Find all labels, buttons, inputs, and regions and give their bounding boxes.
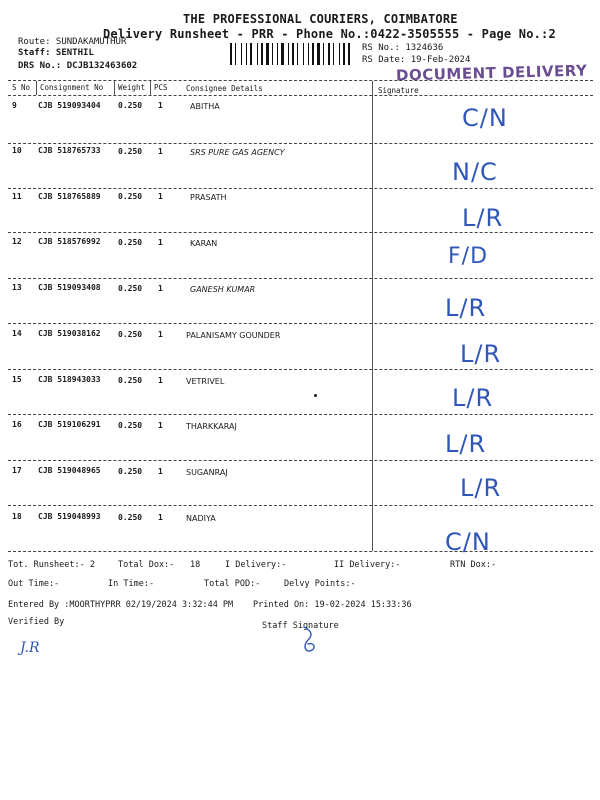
- handwritten-status: C/N: [462, 104, 508, 132]
- row-consignee: PRASATH: [190, 193, 227, 202]
- row-sno: 17: [12, 466, 22, 475]
- row-separator: [8, 278, 593, 279]
- barcode-bar: [230, 43, 232, 65]
- barcode-image: [230, 43, 358, 65]
- barcode-bar: [248, 43, 249, 65]
- barcode-bar: [243, 43, 245, 65]
- row-consignee: SRS PURE GAS AGENCY: [190, 148, 285, 157]
- row-consignment: CJB 519048993: [38, 512, 101, 521]
- row-sno: 9: [12, 101, 17, 110]
- col-consignee: Consignee Details: [186, 84, 263, 93]
- row-consignment: CJB 519038162: [38, 329, 101, 338]
- staff-label: Staff: SENTHIL: [18, 48, 94, 58]
- barcode-bar: [274, 43, 276, 65]
- handwritten-status: C/N: [445, 528, 491, 556]
- row-separator: [8, 188, 593, 189]
- handwritten-status: N/C: [452, 158, 498, 186]
- row-sno: 18: [12, 512, 22, 521]
- row-pcs: 1: [158, 284, 163, 293]
- barcode-bar: [343, 43, 345, 65]
- barcode-bar: [351, 43, 352, 65]
- i-delivery-label: I Delivery:-: [225, 560, 287, 570]
- row-consignee: SUGANRAJ: [186, 468, 228, 477]
- in-time-label: In Time:-: [108, 579, 155, 589]
- row-weight: 0.250: [118, 376, 143, 385]
- row-consignment: CJB 519093408: [38, 283, 101, 292]
- row-separator: [8, 369, 593, 370]
- barcode-bar: [325, 43, 327, 65]
- row-weight: 0.250: [118, 147, 143, 156]
- row-consignment: CJB 519106291: [38, 420, 101, 429]
- barcode-bar: [266, 43, 269, 65]
- barcode-bar: [335, 43, 338, 65]
- row-consignment: CJB 518576992: [38, 237, 101, 246]
- rs-date: RS Date: 19-Feb-2024: [362, 55, 471, 65]
- row-sno: 11: [12, 192, 22, 201]
- row-pcs: 1: [158, 147, 163, 156]
- handwritten-status: L/R: [445, 430, 487, 458]
- barcode-bar: [235, 43, 236, 65]
- row-separator: [8, 414, 593, 415]
- row-weight: 0.250: [118, 330, 143, 339]
- document-delivery-stamp: DOCUMENT DELIVERY: [395, 61, 588, 85]
- barcode-bar: [253, 43, 256, 65]
- row-consignee: VETRIVEL: [186, 377, 225, 386]
- barcode-bar: [237, 43, 240, 65]
- staff-signature-scribble: [296, 624, 326, 658]
- row-separator: [8, 143, 593, 144]
- col-weight: Weight: [118, 83, 146, 92]
- row-consignment: CJB 519048965: [38, 466, 101, 475]
- handwritten-status: L/R: [462, 204, 504, 232]
- table-bottom-rule: [8, 551, 593, 552]
- row-consignee: THARKKARAJ: [186, 422, 237, 431]
- route-label: Route: SUNDAKAMUTHUR: [18, 37, 127, 47]
- handwritten-status: L/R: [452, 384, 494, 412]
- barcode-bar: [290, 43, 291, 65]
- barcode-bar: [250, 43, 252, 65]
- company-title: THE PROFESSIONAL COURIERS, COIMBATORE: [183, 12, 458, 26]
- handwritten-status: L/R: [460, 340, 502, 368]
- row-consignee: ABITHA: [190, 102, 220, 111]
- barcode-bar: [310, 43, 311, 65]
- row-consignment: CJB 519093404: [38, 101, 101, 110]
- handwritten-status: L/R: [445, 294, 487, 322]
- handwritten-status: F/D: [448, 244, 489, 269]
- total-dox-label: Total Dox:-: [118, 560, 175, 570]
- row-sno: 13: [12, 283, 22, 292]
- barcode-bar: [292, 43, 294, 65]
- barcode-bar: [295, 43, 296, 65]
- col-signature: Signature: [378, 86, 419, 95]
- barcode-bar: [259, 43, 260, 65]
- barcode-bar: [285, 43, 287, 65]
- row-weight: 0.250: [118, 101, 143, 110]
- total-runsheet: Tot. Runsheet:- 2: [8, 560, 95, 570]
- barcode-bar: [323, 43, 324, 65]
- total-pod-label: Total POD:-: [204, 579, 261, 589]
- delvy-points-label: Delvy Points:-: [284, 579, 356, 589]
- row-consignment: CJB 518765889: [38, 192, 101, 201]
- col-pcs: PCS: [154, 83, 168, 92]
- row-sno: 15: [12, 375, 22, 384]
- row-sno: 12: [12, 237, 22, 246]
- handwritten-status: L/R: [460, 474, 502, 502]
- total-dox-value: 18: [190, 560, 201, 570]
- col-sno: S No: [12, 83, 31, 92]
- barcode-bar: [305, 43, 307, 65]
- row-pcs: 1: [158, 513, 163, 522]
- row-weight: 0.250: [118, 192, 143, 201]
- barcode-bar: [281, 43, 284, 65]
- drs-number: DRS No.: DCJB132463602: [18, 61, 138, 71]
- rtn-dox-label: RTN Dox:-: [450, 560, 497, 570]
- entered-by: Entered By :MOORTHYPRR 02/19/2024 3:32:44 PM: [8, 600, 234, 610]
- barcode-bar: [233, 43, 234, 65]
- barcode-bar: [346, 43, 347, 65]
- row-pcs: 1: [158, 467, 163, 476]
- barcode-bar: [288, 43, 289, 65]
- row-pcs: 1: [158, 238, 163, 247]
- row-pcs: 1: [158, 330, 163, 339]
- rs-number: RS No.: 1324636: [362, 43, 444, 53]
- barcode-bar: [328, 43, 330, 65]
- row-consignee: NADIYA: [186, 514, 216, 523]
- row-weight: 0.250: [118, 421, 143, 430]
- barcode-bar: [270, 43, 271, 65]
- row-weight: 0.250: [118, 467, 143, 476]
- col-divider: [114, 81, 115, 95]
- barcode-bar: [261, 43, 263, 65]
- row-separator: [8, 505, 593, 506]
- ii-delivery-label: II Delivery:-: [334, 560, 401, 570]
- barcode-bar: [272, 43, 273, 65]
- barcode-bar: [341, 43, 342, 65]
- barcode-bar: [321, 43, 322, 65]
- row-weight: 0.250: [118, 284, 143, 293]
- out-time-label: Out Time:-: [8, 579, 60, 589]
- barcode-bar: [315, 43, 316, 65]
- printed-on: Printed On: 19-02-2024 15:33:36: [253, 600, 412, 610]
- barcode-bar: [297, 43, 298, 65]
- row-sno: 10: [12, 146, 22, 155]
- ink-dot: [314, 394, 317, 397]
- runsheet-subtitle: Delivery Runsheet - PRR - Phone No.:0422-3505555 - Page No.:2: [103, 27, 556, 41]
- row-weight: 0.250: [118, 238, 143, 247]
- table-header-rule: [8, 95, 593, 96]
- row-consignee: PALANISAMY GOUNDER: [186, 331, 281, 340]
- row-consignee: GANESH KUMAR: [190, 285, 256, 294]
- row-pcs: 1: [158, 192, 163, 201]
- table-top-rule: [8, 80, 593, 81]
- row-consignee: KARAN: [190, 239, 218, 248]
- staff-signature-label: Staff Signature: [262, 621, 339, 631]
- barcode-bar: [348, 43, 350, 65]
- barcode-bar: [339, 43, 340, 65]
- row-sno: 16: [12, 420, 22, 429]
- verified-by-label: Verified By: [8, 617, 65, 627]
- col-divider: [36, 81, 37, 95]
- col-consignment: Consignment No: [40, 83, 104, 92]
- barcode-bar: [246, 43, 247, 65]
- barcode-bar: [257, 43, 258, 65]
- barcode-bar: [277, 43, 278, 65]
- signature-column-divider: [372, 81, 373, 551]
- barcode-bar: [279, 43, 280, 65]
- row-sno: 14: [12, 329, 22, 338]
- row-separator: [8, 460, 593, 461]
- barcode-bar: [308, 43, 309, 65]
- row-separator: [8, 232, 593, 233]
- row-weight: 0.250: [118, 513, 143, 522]
- row-consignment: CJB 518765733: [38, 146, 101, 155]
- row-consignment: CJB 518943033: [38, 375, 101, 384]
- barcode-bar: [312, 43, 314, 65]
- barcode-bar: [299, 43, 302, 65]
- barcode-bar: [333, 43, 334, 65]
- barcode-bar: [264, 43, 265, 65]
- row-pcs: 1: [158, 421, 163, 430]
- verifier-initials: J.R: [20, 640, 40, 656]
- col-divider: [150, 81, 151, 95]
- row-pcs: 1: [158, 101, 163, 110]
- barcode-bar: [317, 43, 320, 65]
- barcode-bar: [303, 43, 304, 65]
- row-separator: [8, 323, 593, 324]
- row-pcs: 1: [158, 376, 163, 385]
- barcode-bar: [241, 43, 242, 65]
- barcode-bar: [331, 43, 332, 65]
